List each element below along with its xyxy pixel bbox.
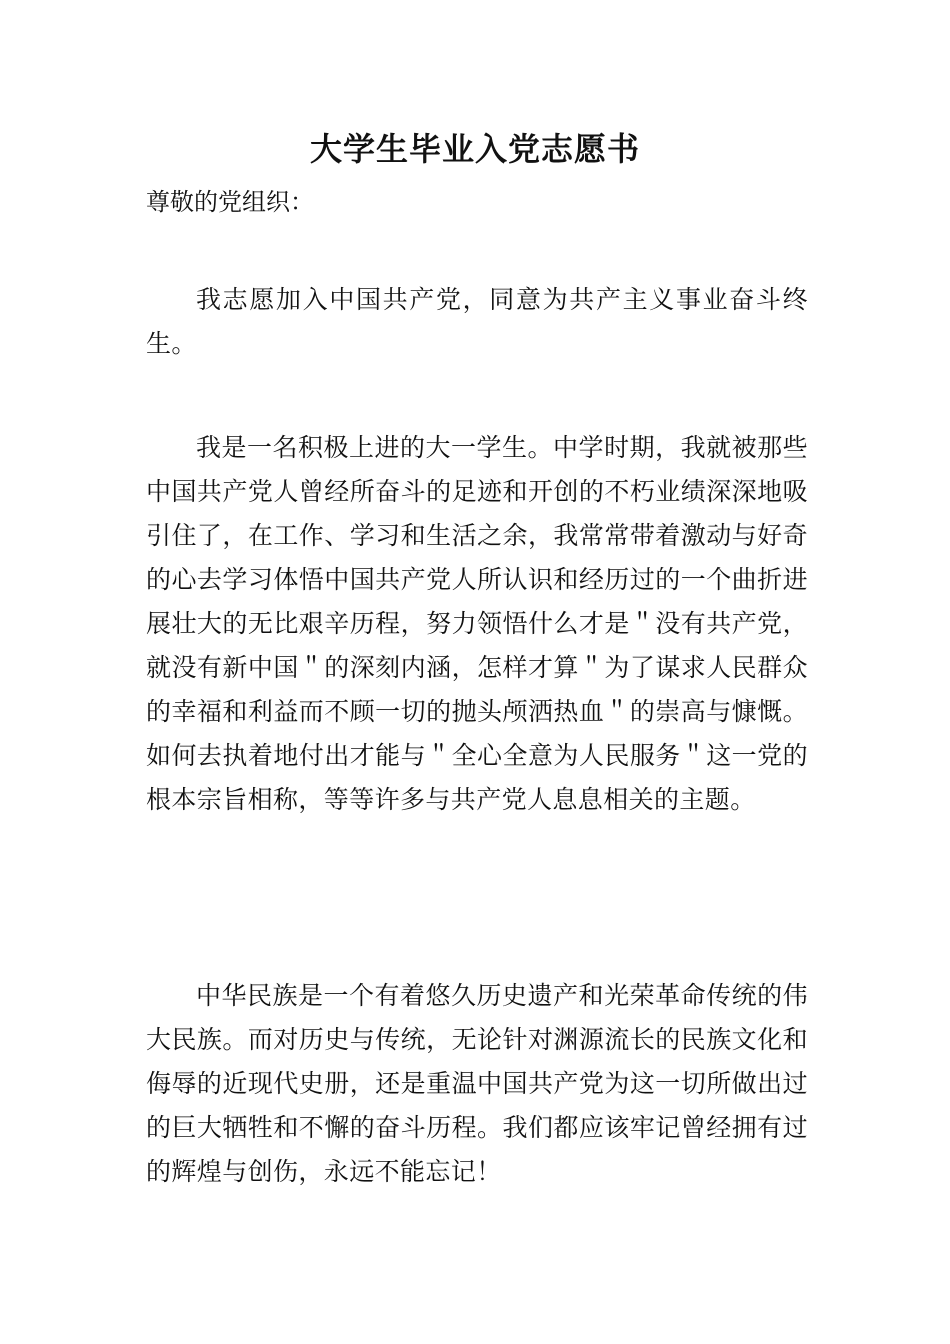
document-title: 大学生毕业入党志愿书 [309,130,640,168]
paragraph-3: 中华民族是一个有着悠久历史遗产和光荣革命传统的伟大民族。而对历史与传统，无论针对渊源流长的民族文化和侮辱的近现代史册，还是重温中国共产党为这一切所做出过的巨大牺牲和不懈的奋斗历程。我们都应该牢记曾经拥有过的辉煌与创伤，永远不能忘记！ [146,981,808,1186]
paragraph-1: 我志愿加入中国共产党，同意为共产主义事业奋斗终生。 [146,285,808,358]
salutation: 尊敬的党组织： [146,188,314,216]
paragraph-2: 我是一名积极上进的大一学生。中学时期，我就被那些中国共产党人曾经所奋斗的足迹和开创的不朽业绩深深地吸引住了，在工作、学习和生活之余，我常常带着激动与好奇的心去学习体悟中国共产党人所认识和经历过的一个曲折进展壮大的无比艰辛历程，努力领悟什么才是＂没有共产党，就没有新中国＂的深刻内涵，怎样才算＂为了谋求人民群众的幸福和利益而不顾一切的抛头颅洒热血＂的崇高与慷慨。如何去执着地付出才能与＂全心全意为人民服务＂这一党的根本宗旨相称，等等许多与共产党人息息相关的主题。 [146,433,808,814]
